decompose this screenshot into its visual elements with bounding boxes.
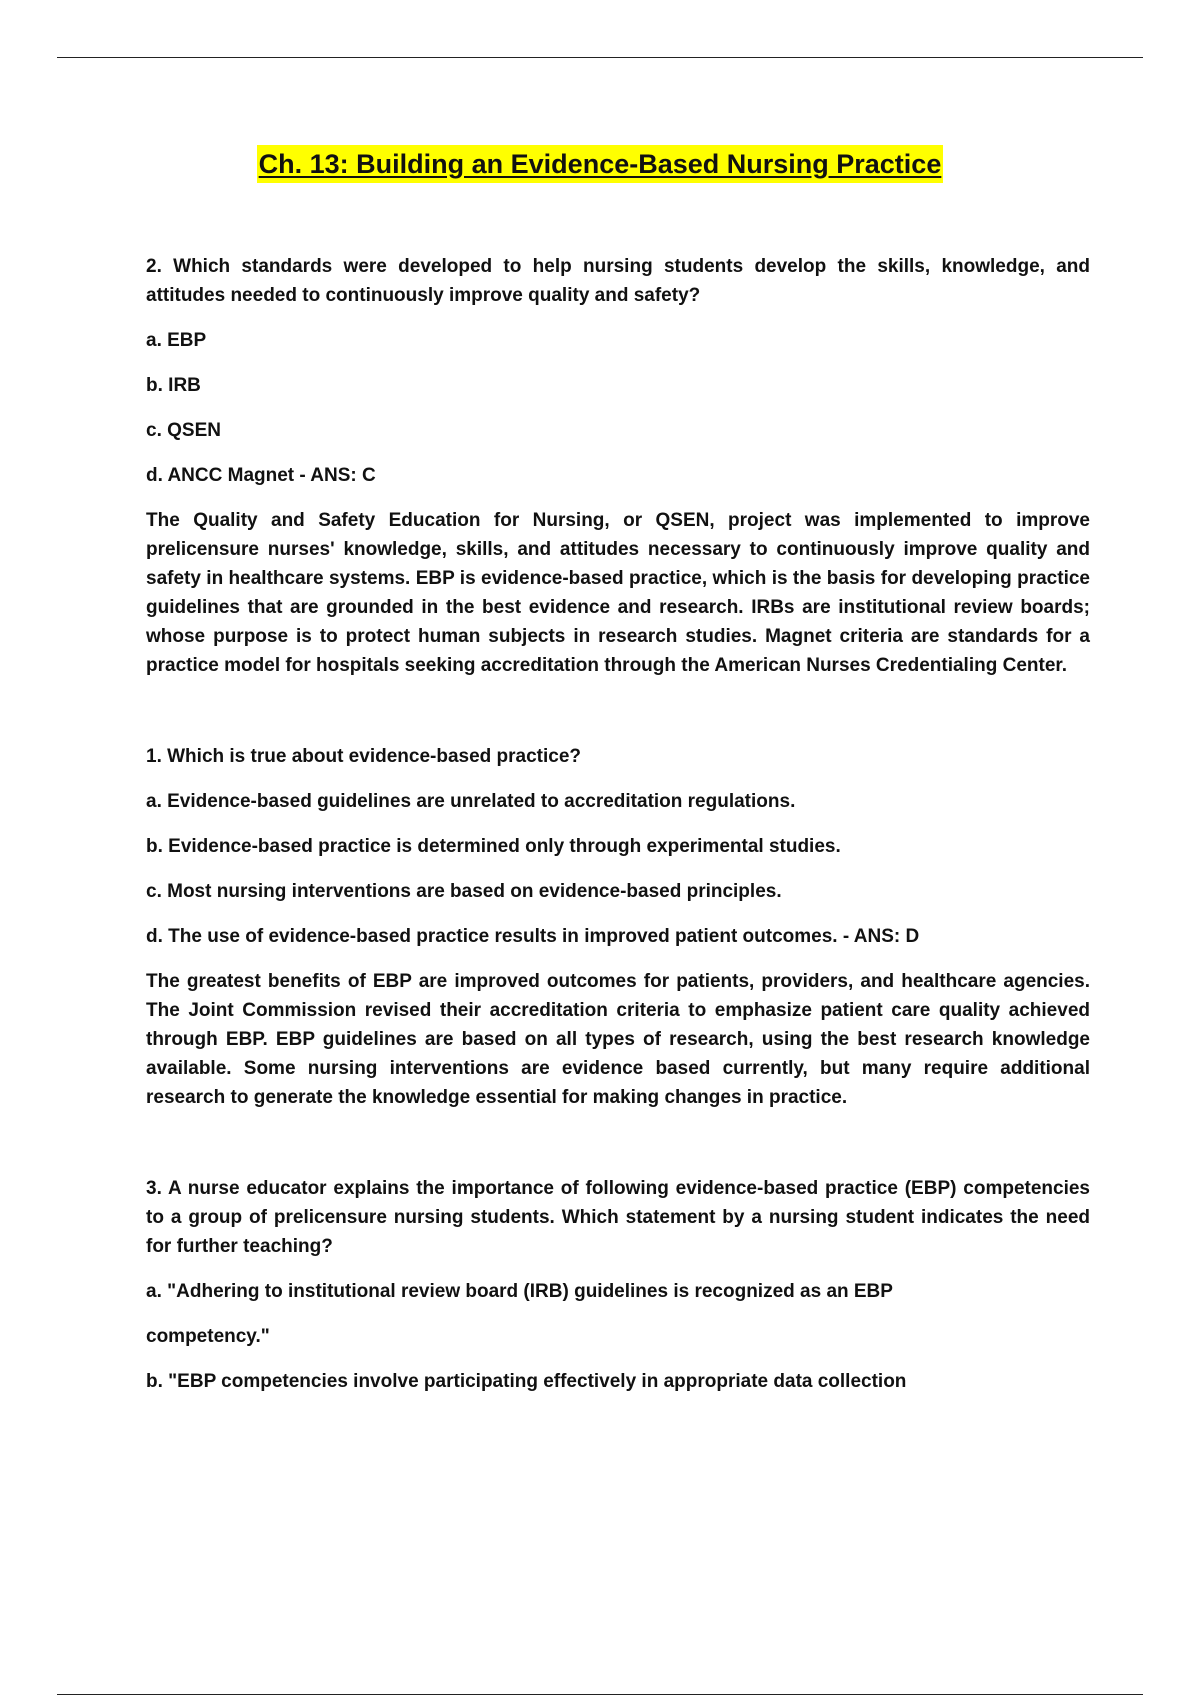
question-stem: 1. Which is true about evidence-based practice? [146, 746, 582, 767]
answer-option: a. "Adhering to institutional review board (IRB) guidelines is recognized as an EBP [146, 1281, 893, 1302]
rationale: The Quality and Safety Education for Nursing, or QSEN, project was implemented to improve prelicensure nurses' knowledge, skills, and attitudes necessary to continuously improve quality and safety in healthcare systems. EBP is evidence-based practice, which is the basis for developing practice guidelines that are grounded in the best evidence and research. IRBs are institutional review boards; whose purpose is to protect human subjects in research studies. Magnet criteria are standards for a practice model for hospitals seeking accreditation through the American Nurses Credentialing Center. [146, 510, 1090, 676]
question-block [146, 252, 1090, 680]
spacer [146, 1128, 1090, 1174]
answer-option: b. Evidence-based practice is determined only through experimental studies. [146, 836, 841, 857]
spacer [146, 696, 1090, 742]
page-title: Ch. 13: Building an Evidence-Based Nursing Practice [257, 145, 944, 183]
document-body [146, 252, 1090, 1412]
answer-option: d. The use of evidence-based practice results in improved patient outcomes. - ANS: D [146, 926, 920, 947]
question-stem: 2. Which standards were developed to help nursing students develop the skills, knowledge, and attitudes needed to continuously improve quality and safety? [146, 256, 1090, 306]
answer-option: a. EBP [146, 330, 207, 351]
answer-option-continuation: competency." [146, 1326, 270, 1347]
top-rule [57, 57, 1143, 58]
rationale: The greatest benefits of EBP are improved outcomes for patients, providers, and healthcare agencies. The Joint Commission revised their accreditation criteria to emphasize patient care quality achieved through EBP. EBP guidelines are based on all types of research, using the best research knowledge available. Some nursing interventions are evidence based currently, but many require additional research to generate the knowledge essential for making changes in practice. [146, 971, 1090, 1108]
bottom-rule [57, 1694, 1143, 1695]
answer-option: c. QSEN [146, 420, 221, 441]
title-wrap [0, 145, 1200, 183]
question-block [146, 742, 1090, 1112]
answer-option: b. "EBP competencies involve participating effectively in appropriate data collection [146, 1371, 907, 1392]
answer-option: a. Evidence-based guidelines are unrelated to accreditation regulations. [146, 791, 796, 812]
answer-option: d. ANCC Magnet - ANS: C [146, 465, 376, 486]
answer-option: c. Most nursing interventions are based on evidence-based principles. [146, 881, 782, 902]
question-stem: 3. A nurse educator explains the importance of following evidence-based practice (EBP) competencies to a group of prelicensure nursing students. Which statement by a nursing student indicates the need for further teaching? [146, 1178, 1090, 1257]
answer-option: b. IRB [146, 375, 201, 396]
question-block [146, 1174, 1090, 1396]
